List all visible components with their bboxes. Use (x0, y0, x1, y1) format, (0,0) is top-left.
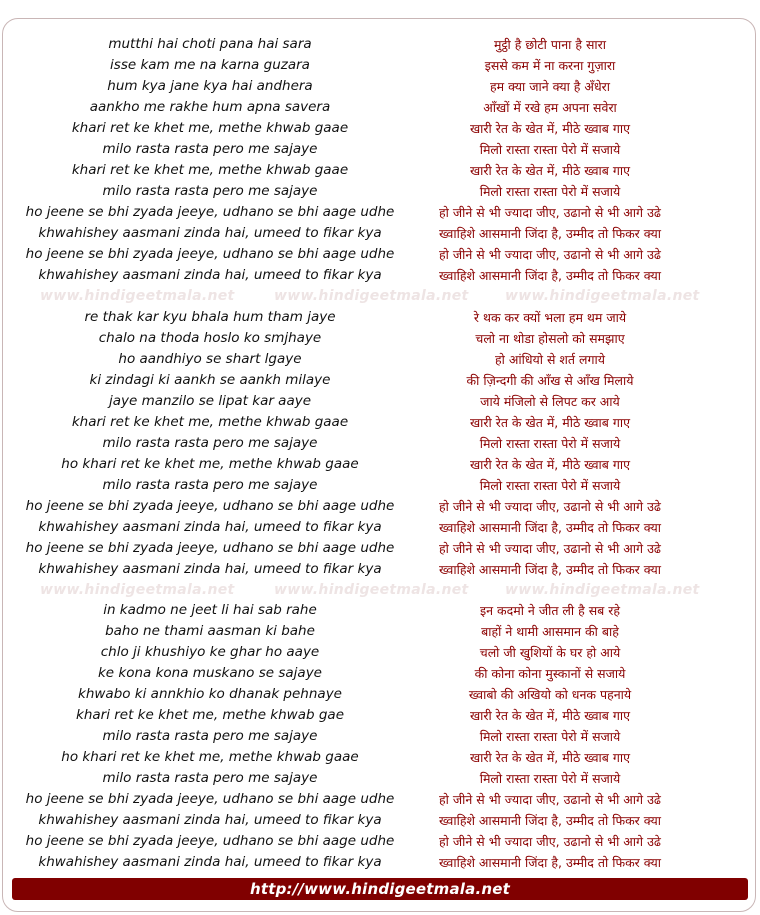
lyric-line (0, 747, 760, 768)
lyric-hindi: खारी रेत के खेत में, मीठे ख्वाब गाए (469, 457, 631, 472)
lyric-english: ke kona kona muskano se sajaye (97, 665, 322, 681)
lyric-hindi: चलो ना थोडा होसलो को समझाए (475, 331, 625, 346)
watermark-text: www.hindigeetmala.net (505, 288, 700, 304)
lyric-hindi: खारी रेत के खेत में, मीठे ख्वाब गाए (469, 163, 631, 178)
lyric-english: ho jeene se bhi zyada jeeye, udhano se bhi aage udhe (25, 791, 395, 807)
lyric-hindi: मुट्ठी है छोटी पाना है सारा (493, 37, 607, 52)
lyric-english: ho khari ret ke khet me, methe khwab gaae (61, 749, 359, 765)
lyric-english: milo rasta rasta pero me sajaye (102, 435, 318, 451)
lyric-english: ho aandhiyo se shart lgaye (118, 351, 302, 367)
lyric-line (0, 391, 760, 412)
lyric-hindi: मिलो रास्ता रास्ता पेरो में सजाये (479, 184, 621, 199)
lyric-hindi: खारी रेत के खेत में, मीठे ख्वाब गाए (469, 708, 631, 723)
lyric-english: milo rasta rasta pero me sajaye (102, 477, 318, 493)
lyric-line (0, 160, 760, 181)
lyric-hindi: हो जीने से भी ज्यादा जीए, उढानो से भी आगे उढे (439, 205, 661, 220)
watermark-text: www.hindigeetmala.net (40, 288, 235, 304)
lyric-hindi: मिलो रास्ता रास्ता पेरो में सजाये (479, 142, 621, 157)
lyric-line (0, 475, 760, 496)
lyric-hindi: चलो जी खुशियों के घर हो आये (479, 645, 621, 660)
watermark-text: www.hindigeetmala.net (505, 582, 700, 598)
lyric-english: khwahishey aasmani zinda hai, umeed to fikar kya (38, 812, 382, 828)
watermark-row-2 (0, 582, 760, 602)
lyric-hindi: बाहों ने थामी आसमान की बाहे (481, 624, 619, 639)
lyric-line (0, 454, 760, 475)
lyric-english: ho jeene se bhi zyada jeeye, udhano se bhi aage udhe (25, 833, 395, 849)
lyric-english: in kadmo ne jeet li hai sab rahe (103, 602, 317, 618)
lyric-line (0, 768, 760, 789)
lyric-english: aankho me rakhe hum apna savera (89, 99, 331, 115)
lyric-english: milo rasta rasta pero me sajaye (102, 141, 318, 157)
footer-bar (12, 878, 748, 900)
lyric-english: khari ret ke khet me, methe khwab gaae (71, 120, 349, 136)
lyric-line (0, 181, 760, 202)
lyric-line (0, 139, 760, 160)
lyric-hindi: हो आंधियो से शर्त लगाये (494, 352, 606, 367)
lyric-english: milo rasta rasta pero me sajaye (102, 183, 318, 199)
lyric-english: ho khari ret ke khet me, methe khwab gaae (61, 456, 359, 472)
lyric-english: jaye manzilo se lipat kar aaye (108, 393, 312, 409)
lyric-english: khwabo ki annkhio ko dhanak pehnaye (78, 686, 342, 702)
lyric-hindi: मिलो रास्ता रास्ता पेरो में सजाये (479, 436, 621, 451)
lyric-hindi: मिलो रास्ता रास्ता पेरो में सजाये (479, 729, 621, 744)
watermark-text: www.hindigeetmala.net (274, 288, 469, 304)
lyric-line (0, 642, 760, 663)
lyric-english: mutthi hai choti pana hai sara (108, 36, 312, 52)
lyric-line (0, 118, 760, 139)
lyric-line (0, 97, 760, 118)
lyric-english: ho jeene se bhi zyada jeeye, udhano se bhi aage udhe (25, 246, 395, 262)
lyric-line (0, 810, 760, 831)
lyric-hindi: खारी रेत के खेत में, मीठे ख्वाब गाए (469, 415, 631, 430)
lyric-line (0, 370, 760, 391)
watermark-text: www.hindigeetmala.net (40, 582, 235, 598)
lyric-hindi: रे थक कर क्यों भला हम थम जाये (473, 310, 627, 325)
lyric-line (0, 307, 760, 328)
lyric-line (0, 328, 760, 349)
lyric-line (0, 684, 760, 705)
lyric-hindi: खारी रेत के खेत में, मीठे ख्वाब गाए (469, 750, 631, 765)
lyric-hindi: ख्वाहिशे आसमानी जिंदा है, उम्मीद तो फिकर क्या (439, 268, 661, 283)
lyric-english: khwahishey aasmani zinda hai, umeed to fikar kya (38, 267, 382, 283)
lyric-english: khwahishey aasmani zinda hai, umeed to fikar kya (38, 519, 382, 535)
lyric-hindi: खारी रेत के खेत में, मीठे ख्वाब गाए (469, 121, 631, 136)
lyric-hindi: जाये मंजिलो से लिपट कर आये (480, 394, 620, 409)
lyric-hindi: हो जीने से भी ज्यादा जीए, उढानो से भी आगे उढे (439, 247, 661, 262)
lyric-hindi: हो जीने से भी ज्यादा जीए, उढानो से भी आगे उढे (439, 499, 661, 514)
stanza-3 (0, 600, 760, 873)
lyric-hindi: मिलो रास्ता रास्ता पेरो में सजाये (479, 771, 621, 786)
lyric-line (0, 705, 760, 726)
lyric-english: isse kam me na karna guzara (110, 57, 310, 73)
lyric-english: khari ret ke khet me, methe khwab gaae (71, 162, 349, 178)
lyric-line (0, 600, 760, 621)
lyric-line (0, 34, 760, 55)
lyric-english: khwahishey aasmani zinda hai, umeed to fikar kya (38, 225, 382, 241)
lyric-hindi: हो जीने से भी ज्यादा जीए, उढानो से भी आगे उढे (439, 834, 661, 849)
lyric-line (0, 496, 760, 517)
lyric-line (0, 559, 760, 580)
lyric-hindi: आँखों में रखे हम अपना सवेरा (483, 100, 617, 115)
lyric-english: ho jeene se bhi zyada jeeye, udhano se bhi aage udhe (25, 204, 395, 220)
lyric-line (0, 349, 760, 370)
lyric-line (0, 852, 760, 873)
lyric-hindi: ख्वाहिशे आसमानी जिंदा है, उम्मीद तो फिकर क्या (439, 855, 661, 870)
lyric-english: khari ret ke khet me, methe khwab gae (76, 707, 344, 723)
lyric-line (0, 202, 760, 223)
lyric-hindi: ख्वाहिशे आसमानी जिंदा है, उम्मीद तो फिकर क्या (439, 813, 661, 828)
lyric-line (0, 244, 760, 265)
lyric-english: ho jeene se bhi zyada jeeye, udhano se bhi aage udhe (25, 540, 395, 556)
lyric-hindi: ख्वाहिशे आसमानी जिंदा है, उम्मीद तो फिकर क्या (439, 226, 661, 241)
lyric-english: milo rasta rasta pero me sajaye (102, 728, 318, 744)
lyric-hindi: हम क्या जाने क्या है अँधेरा (489, 79, 610, 94)
lyric-line (0, 517, 760, 538)
lyric-english: hum kya jane kya hai andhera (107, 78, 313, 94)
lyric-english: khwahishey aasmani zinda hai, umeed to fikar kya (38, 561, 382, 577)
lyric-english: ho jeene se bhi zyada jeeye, udhano se bhi aage udhe (25, 498, 395, 514)
lyric-english: chlo ji khushiyo ke ghar ho aaye (100, 644, 320, 660)
lyric-hindi: ख्वाबो की अखियो को धनक पहनाये (468, 687, 632, 702)
lyric-line (0, 663, 760, 684)
lyric-line (0, 412, 760, 433)
lyric-english: khwahishey aasmani zinda hai, umeed to fikar kya (38, 854, 382, 870)
lyric-line (0, 538, 760, 559)
lyric-english: khari ret ke khet me, methe khwab gaae (71, 414, 349, 430)
lyric-english: ki zindagi ki aankh se aankh milaye (89, 372, 331, 388)
lyric-hindi: ख्वाहिशे आसमानी जिंदा है, उम्मीद तो फिकर क्या (439, 562, 661, 577)
lyric-english: milo rasta rasta pero me sajaye (102, 770, 318, 786)
lyric-hindi: की कोना कोना मुस्कानों से सजाये (474, 666, 626, 681)
watermark-text: www.hindigeetmala.net (274, 582, 469, 598)
lyric-line (0, 223, 760, 244)
lyric-hindi: हो जीने से भी ज्यादा जीए, उढानो से भी आगे उढे (439, 792, 661, 807)
lyric-line (0, 621, 760, 642)
lyric-hindi: इन कदमो ने जीत ली है सब रहे (479, 603, 621, 618)
stanza-2 (0, 307, 760, 580)
lyric-line (0, 726, 760, 747)
lyric-english: re thak kar kyu bhala hum tham jaye (84, 309, 336, 325)
lyric-hindi: मिलो रास्ता रास्ता पेरो में सजाये (479, 478, 621, 493)
lyric-line (0, 831, 760, 852)
lyric-line (0, 76, 760, 97)
lyric-hindi: की ज़िन्दगी की आँख से आँख मिलाये (466, 373, 634, 388)
stanza-1 (0, 34, 760, 286)
watermark-row-1 (0, 288, 760, 308)
lyric-line (0, 265, 760, 286)
lyric-hindi: ख्वाहिशे आसमानी जिंदा है, उम्मीद तो फिकर क्या (439, 520, 661, 535)
lyric-hindi: हो जीने से भी ज्यादा जीए, उढानो से भी आगे उढे (439, 541, 661, 556)
lyric-english: baho ne thami aasman ki bahe (105, 623, 315, 639)
lyric-line (0, 789, 760, 810)
site-link[interactable]: http://www.hindigeetmala.net (250, 880, 510, 898)
lyric-english: chalo na thoda hoslo ko smjhaye (98, 330, 322, 346)
lyric-line (0, 55, 760, 76)
lyric-line (0, 433, 760, 454)
lyric-hindi: इससे कम में ना करना गुज़ारा (484, 58, 616, 73)
